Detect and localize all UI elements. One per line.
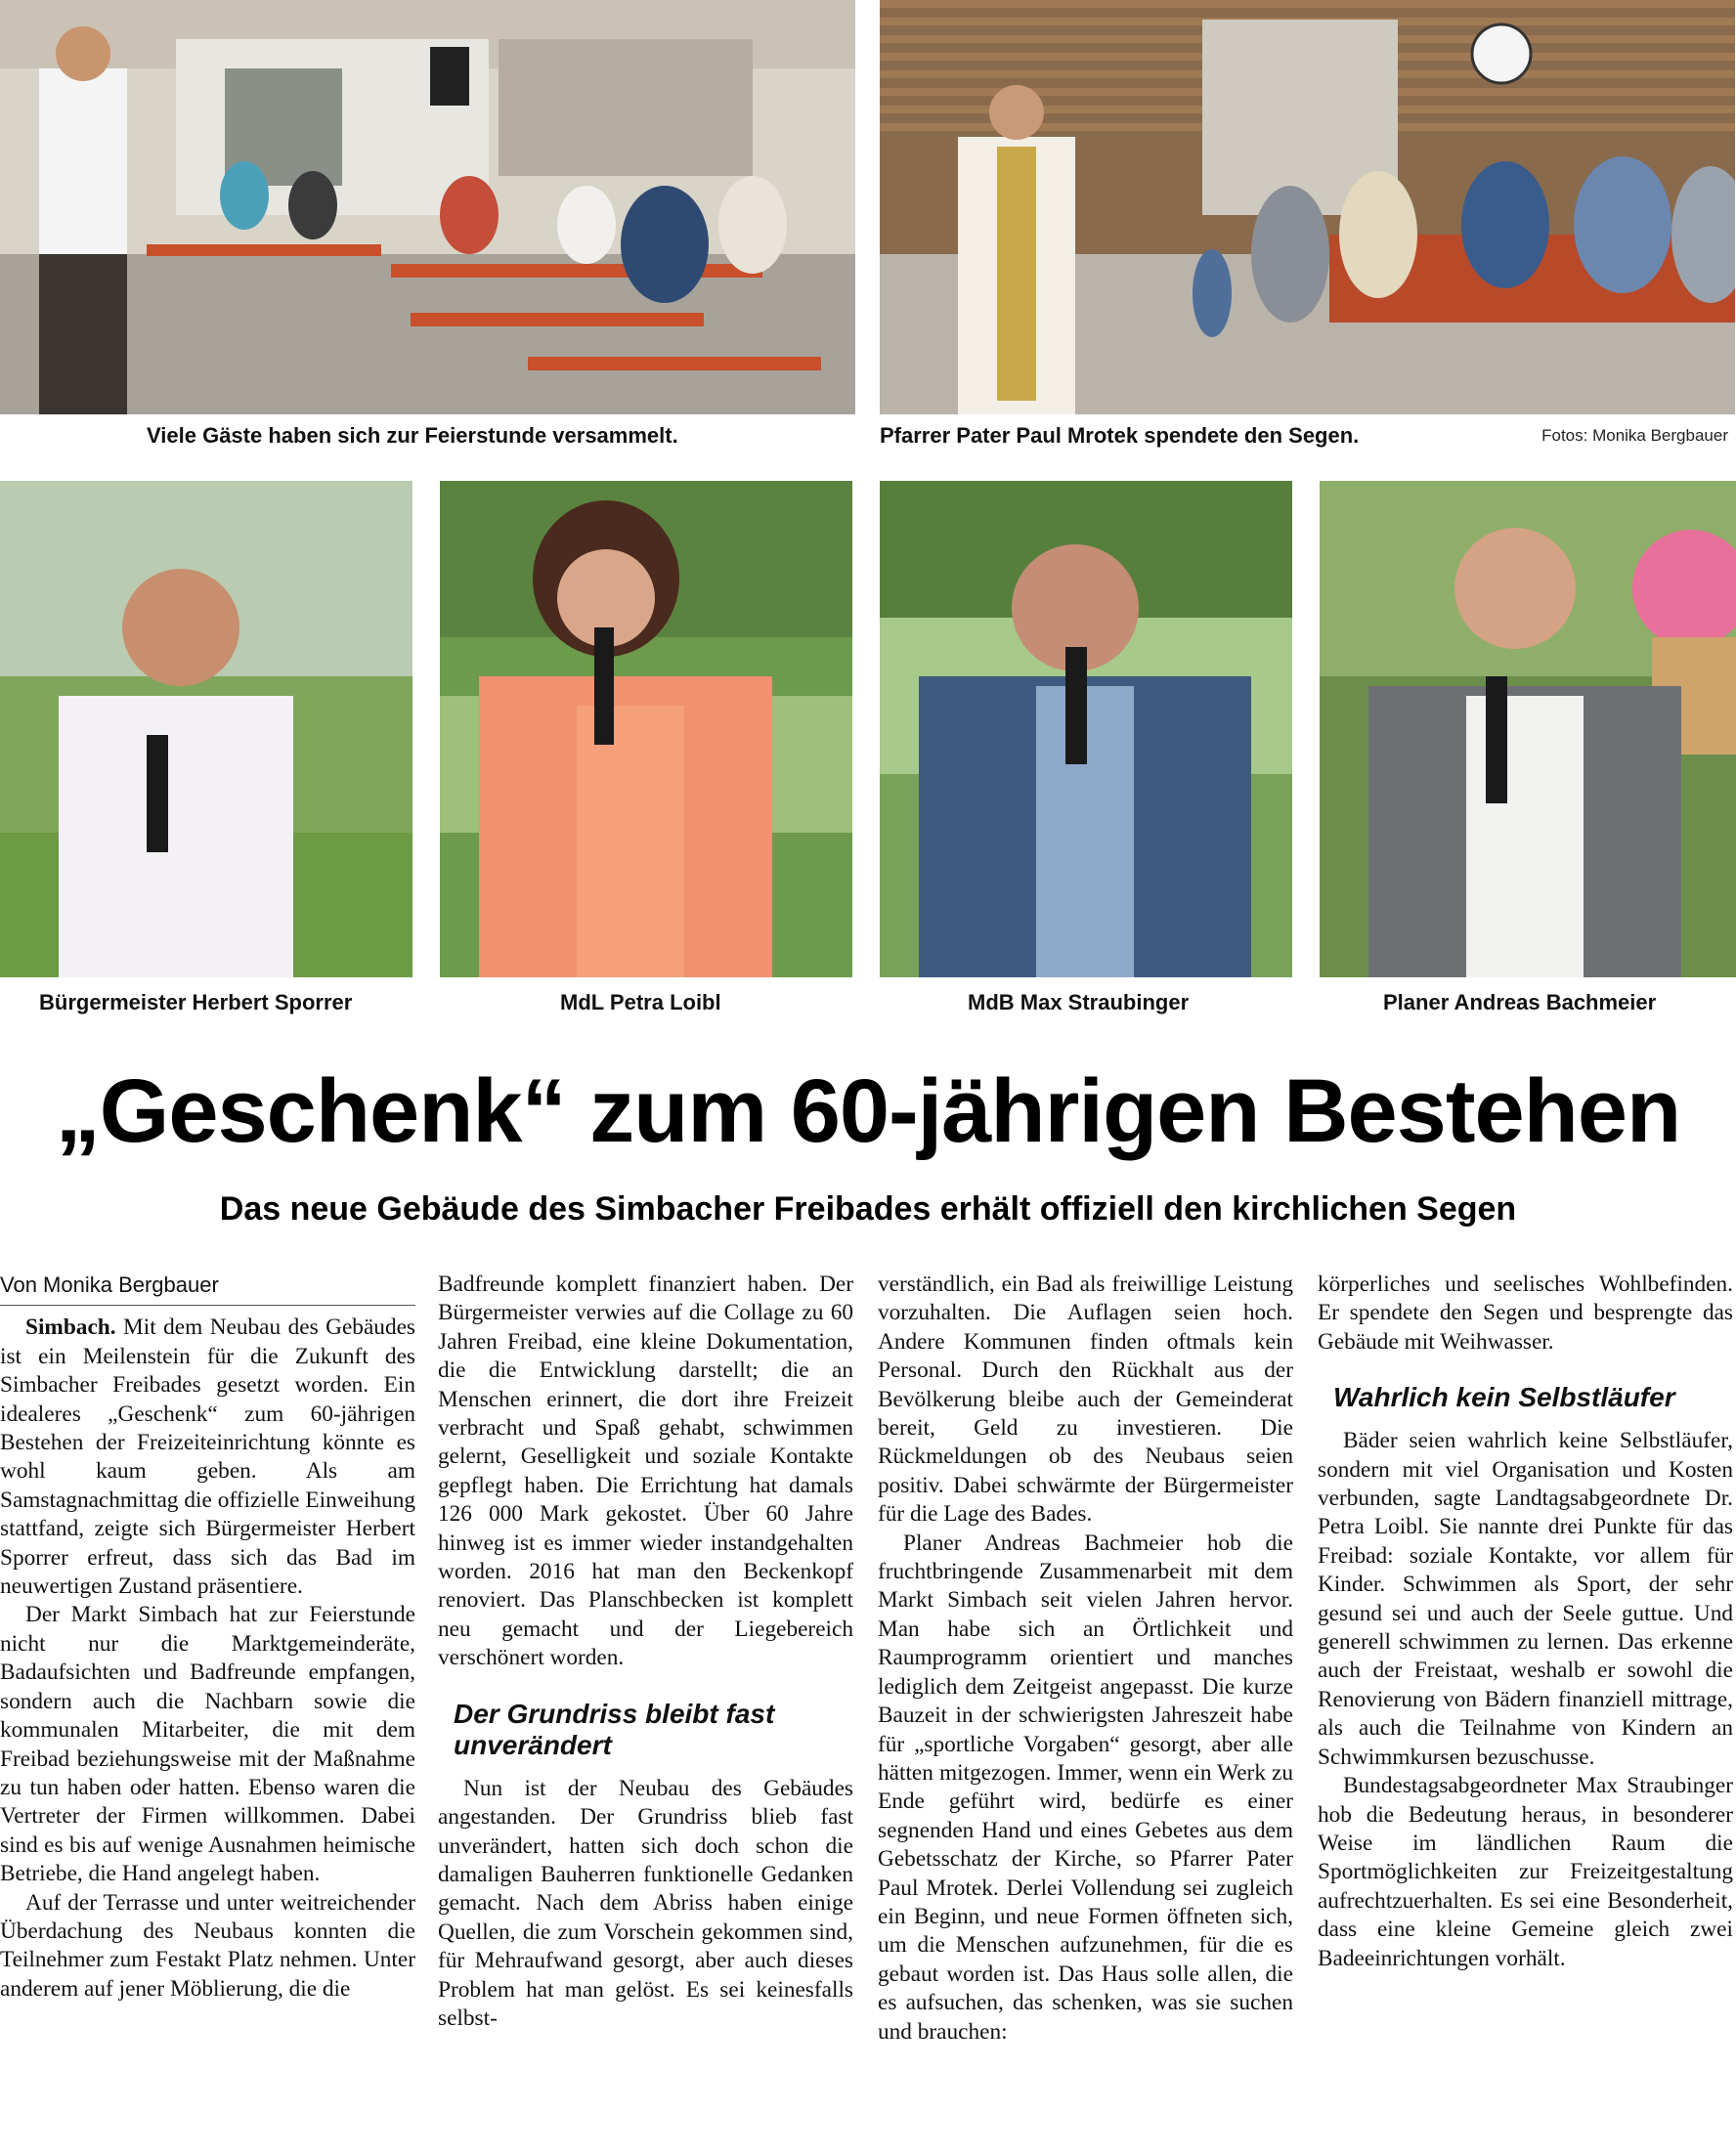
paragraph: Der Markt Simbach hat zur Feierstunde nicht nur die Marktgemeinderäte, Badaufsichten und Badfreunde empfangen, sondern auch die Nachbarn sowie die kommunalen Mitarbeiter, die mit dem Freibad beziehungsweise mit der Maßnahme zu tun haben oder hatten. Ebenso waren die Vertreter der Firmen willkommen. Dabei sind es bis auf wenige Ausnahmen heimische Betriebe, die Hand angelegt haben. xyxy=(0,1602,415,1887)
photo-credit: Fotos: Monika Bergbauer xyxy=(1541,426,1728,445)
paragraph: Nun ist der Neubau des Gebäudes angestanden. Der Grundriss blieb fast unverändert, hatten sich doch schon die damaligen Bauherren funktionelle Gedanken gemacht. Nach dem Abriss haben einige Quellen, die zum Vorschein gekommen sind, für Mehraufwand gesorgt, aber auch dieses Problem hat man gelöst. Es sei keinesfalls selbst- xyxy=(438,1775,853,2031)
caption-portrait-straubinger: MdB Max Straubinger xyxy=(968,990,1190,1014)
paragraph: Auf der Terrasse und unter weitreichender Überdachung des Neubaus konnten die Teilnehmer zum Festakt Platz nehmen. Unter anderem auf jener Möblierung, die die xyxy=(0,1889,415,2002)
dateline: Simbach. xyxy=(25,1315,116,1341)
photo-guests-terrace xyxy=(0,0,855,414)
article-column-2 xyxy=(438,1271,853,2150)
caption-portrait-loibl: MdL Petra Loibl xyxy=(560,990,721,1014)
byline: Von Monika Bergbauer xyxy=(0,1271,415,1306)
article-column-3 xyxy=(878,1271,1293,2150)
article-column-1 xyxy=(0,1271,415,2150)
caption-blessing: Pfarrer Pater Paul Mrotek spendete den Segen. xyxy=(880,423,1360,448)
paragraph: Planer Andreas Bachmeier hob die fruchtbringende Zusammenarbeit mit dem Markt Simbach seit vielen Jahren hervor. Man habe sich an Örtlichkeit und Raumprogramm orientiert und manches lediglich dem Zeitgeist angepasst. Die kurze Bauzeit in der schwierigsten Jahreszeit habe für „sportliche Vorgaben“ gesorgt, aber alle hätten mitgezogen. Immer, wenn ein Werk zu Ende geführt wird, bedürfe es einer segnenden Hand und eines Gebetes aus dem Gebetsschatz der Kirche, so Pfarrer Pater Paul Mrotek. Derlei Vollendung sei zugleich ein Beginn, und neue Formen öffneten sich, um die Menschen aufzunehmen, für die es gebaut worden ist. Das Haus solle allen, die es aufsuchen, das schenken, was sie suchen und brauchen: xyxy=(878,1530,1293,2045)
article-subheadline: Das neue Gebäude des Simbacher Freibades erhält offiziell den kirchlichen Segen xyxy=(219,1190,1517,1228)
photo-priest-blessing xyxy=(880,0,1735,414)
portrait-loibl xyxy=(440,481,852,977)
article-headline: „Geschenk“ zum 60-jährigen Bestehen xyxy=(55,1061,1681,1161)
portrait-bachmeier xyxy=(1320,481,1736,977)
subheading-selbstlaeufer: Wahrlich kein Selbstläufer xyxy=(1333,1382,1675,1413)
caption-portrait-mayor: Bürgermeister Herbert Sporrer xyxy=(39,990,353,1014)
paragraph: körperliches und seelisches Wohlbefinden. Er spendete den Segen und besprengte das Gebäude mit Weihwasser. xyxy=(1318,1272,1733,1355)
caption-portrait-bachmeier: Planer Andreas Bachmeier xyxy=(1383,990,1657,1014)
caption-guests: Viele Gäste haben sich zur Feierstunde versammelt. xyxy=(147,423,678,448)
portrait-mayor xyxy=(0,481,412,977)
paragraph: Bäder seien wahrlich keine Selbstläufer, sondern mit viel Organisation und Kosten verbunden, sagte Landtagsabgeordnete Dr. Petra Loibl. Sie nannte drei Punkte für das Freibad: soziale Kontakte, vor allem für Kinder. Schwimmen als Sport, der sehr gesund sei und auch der Seele guttue. Und generell schwimmen zu lernen. Das erkenne auch der Freistaat, weshalb er sowohl die Renovierung von Bädern finanziell mittrage, als auch die Teilnahme von Kindern an Schwimmkursen bezuschusse. xyxy=(1318,1428,1733,1770)
portrait-straubinger xyxy=(880,481,1292,977)
paragraph: Bundestagsabgeordneter Max Straubinger hob die Bedeutung heraus, in besonderer Weise im ländlichen Raum die Sportmöglichkeiten zur Freizeitgestaltung aufrechtzuerhalten. Es sei eine Besonderheit, dass eine kleine Gemeine gleich zwei Badeeinrichtungen vorhält. xyxy=(1318,1773,1733,1971)
subheading-grundriss: Der Grundriss bleibt fast unverändert xyxy=(454,1698,775,1760)
paragraph: Badfreunde komplett finanziert haben. Der Bürgermeister verwies auf die Collage zu 60 Jahren Freibad, eine kleine Dokumentation, die die Entwicklung darstellt; die an Menschen erinnert, die dort ihre Freizeit verbracht und Spaß gehabt, schwimmen gelernt, Geselligkeit und soziale Kontakte gepflegt haben. Die Errichtung hat damals 126 000 Mark gekostet. Über 60 Jahre hinweg ist es immer wieder instandgehalten worden. 2016 hat man den Beckenkopf renoviert. Das Planschbecken ist komplett neu gemacht und der Liegebereich verschönert worden. xyxy=(438,1272,853,1671)
paragraph: verständlich, ein Bad als freiwillige Leistung vorzuhalten. Die Auflagen seien hoch. Andere Kommunen finden oftmals kein Personal. Durch den Rückhalt aus der Bevölkerung bleibe auch der Gemeinderat bereit, Geld zu investieren. Die Rückmeldungen ob des Neubaus seien positiv. Dabei schwärmte der Bürgermeister für die Lage des Bades. xyxy=(878,1272,1293,1528)
article-column-4 xyxy=(1318,1271,1733,2150)
paragraph: Simbach. Mit dem Neubau des Gebäudes ist ein Meilenstein für die Zukunft des Simbacher Freibades gesetzt worden. Ein idealeres „Geschenk“ zum 60-jährigen Bestehen der Freizeiteinrichtung könnte es wohl kaum geben. Als am Samstagnachmittag die offizielle Einweihung stattfand, zeigte sich Bürgermeister Herbert Sporrer erfreut, dass sich das Bad im neuwertigen Zustand präsentiere. xyxy=(0,1315,415,1600)
